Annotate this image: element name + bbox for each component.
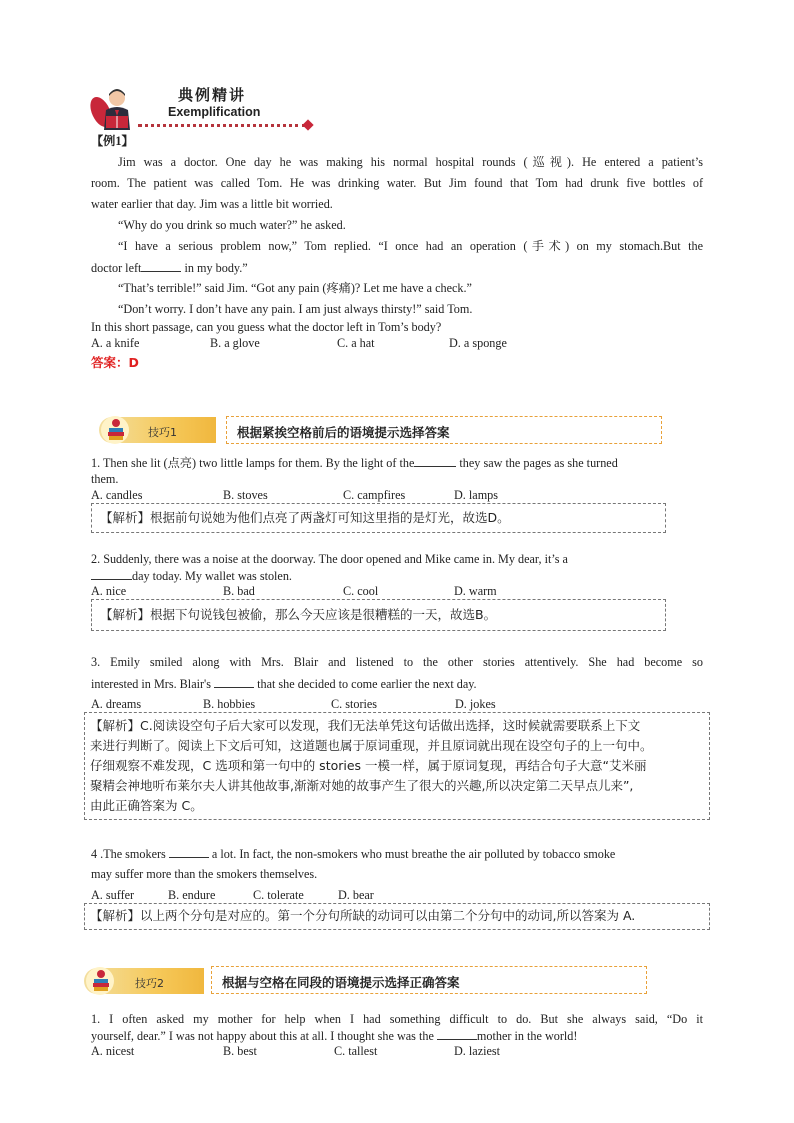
- answer-blank: [169, 846, 209, 858]
- teacher-reading-icon: [88, 86, 138, 132]
- example-label: 【例1】: [91, 134, 134, 148]
- books-icon: [106, 418, 126, 442]
- q2-line1: 2. Suddenly, there was a noise at the doorway. The door opened and Mike came in. My dear, it’s a: [91, 552, 568, 566]
- q5-option-b: B. best: [223, 1044, 257, 1058]
- q5-text-a: yourself, dear.” I was not happy about this at all. I thought she was the: [91, 1029, 434, 1043]
- answer-blank: [214, 676, 254, 688]
- tip1-label: 技巧1: [148, 426, 177, 439]
- q3-analysis-line5: 由此正确答案为 C。: [90, 798, 203, 813]
- example-para2: “Why do you drink so much water?” he asked.: [118, 218, 346, 232]
- q4-option-c: C. tolerate: [253, 888, 304, 902]
- example-para3-text-a: doctor left: [91, 261, 142, 275]
- q1-text-a: 1. Then she lit (点亮) two little lamps for them. By the light of the: [91, 456, 415, 470]
- q4-option-d: D. bear: [338, 888, 374, 902]
- q2-option-d: D. warm: [454, 584, 497, 598]
- q3-option-d: D. jokes: [455, 697, 496, 711]
- tip1-title: 根据紧挨空格前后的语境提示选择答案: [237, 425, 450, 440]
- q3-text-b: that she decided to come earlier the next day.: [254, 677, 477, 691]
- tip2-title: 根据与空格在同段的语境提示选择正确答案: [222, 975, 460, 990]
- q3-analysis-line4: 聚精会神地听布莱尔夫人讲其他故事,渐渐对她的故事产生了很大的兴趣,所以决定第二天早点儿来”,: [90, 778, 634, 793]
- answer-blank: [437, 1028, 477, 1040]
- q5-text-b: mother in the world!: [476, 1029, 578, 1043]
- diamond-icon: [302, 119, 313, 130]
- answer-blank: [141, 260, 181, 272]
- example-para1-line2: room. The patient was called Tom. He was drinking water. But Jim found that Tom had drunk five bottles of: [91, 176, 703, 190]
- q3-option-b: B. hobbies: [203, 697, 256, 711]
- q1-option-d: D. lamps: [454, 488, 499, 502]
- q4-text-a: 4 .The smokers: [91, 847, 166, 861]
- q3-analysis-line2: 来进行判断了。阅读上下文后可知，这道题也属于原词重现，并且原词就出现在设空句子的上一句中。: [90, 738, 653, 753]
- q5-line2: [91, 1028, 577, 1044]
- q4-option-b: B. endure: [168, 888, 216, 902]
- q3-line2: [91, 676, 477, 692]
- example-para3-line1: “I have a serious problem now,” Tom replied. “I once had an operation (手术) on my stomach.But the: [118, 239, 703, 253]
- q2-option-c: C. cool: [343, 584, 379, 598]
- q1-option-c: C. campfires: [343, 488, 406, 502]
- example-para5: “Don’t worry. I don’t have any pain. I am just always thirsty!” said Tom.: [118, 302, 473, 316]
- example-para1-line3: water earlier that day. Jim was a little bit worried.: [91, 197, 333, 211]
- example-option-b: B. a glove: [210, 336, 260, 350]
- example-para3-text-b: in my body.”: [181, 261, 248, 275]
- answer-blank: [414, 455, 456, 467]
- q2-option-b: B. bad: [223, 584, 255, 598]
- q1-line1: [91, 455, 618, 471]
- q2-option-a: A. nice: [91, 584, 127, 598]
- q1-option-a: A. candles: [91, 488, 143, 502]
- q4-option-a: A. suffer: [91, 888, 135, 902]
- q3-option-a: A. dreams: [91, 697, 142, 711]
- answer-blank: [91, 568, 132, 580]
- q1-text-b: they saw the pages as she turned: [456, 456, 618, 470]
- example-option-d: D. a sponge: [449, 336, 507, 350]
- q5-option-c: C. tallest: [334, 1044, 378, 1058]
- q1-analysis: 【解析】根据前句说她为他们点亮了两盏灯可知这里指的是灯光，故选D。: [100, 510, 510, 525]
- q5-option-a: A. nicest: [91, 1044, 135, 1058]
- example-option-a: A. a knife: [91, 336, 140, 350]
- example-answer: 答案：D: [91, 355, 139, 370]
- q4-analysis: 【解析】以上两个分句是对应的。第一个分句所缺的动词可以由第二个分句中的动词,所以答案为 A.: [90, 908, 636, 923]
- example-option-c: C. a hat: [337, 336, 375, 350]
- header-title-cn: 典例精讲: [178, 86, 247, 104]
- q3-analysis-line1: 【解析】C.阅读设空句子后大家可以发现，我们无法单凭这句话做出选择，这时候就需要联系上下文: [90, 718, 641, 733]
- header-title-en: Exemplification: [168, 105, 261, 119]
- tip2-label: 技巧2: [135, 977, 164, 990]
- q3-analysis-line3: 仔细观察不难发现，C 选项和第一句中的 stories 一模一样，属于原词复现，再结合句子大意“艾米丽: [90, 758, 647, 773]
- q4-line1: [91, 846, 615, 862]
- q3-option-c: C. stories: [331, 697, 378, 711]
- q1-line2: them.: [91, 472, 119, 486]
- q5-line1: 1. I often asked my mother for help when I had something difficult to do. But she always said, “Do it: [91, 1012, 703, 1026]
- q2-analysis: 【解析】根据下句说钱包被偷，那么今天应该是很糟糕的一天，故选B。: [100, 607, 497, 622]
- q1-option-b: B. stoves: [223, 488, 268, 502]
- example-para4: “That’s terrible!” said Jim. “Got any pain (疼痛)? Let me have a check.”: [118, 281, 472, 295]
- q2-text: day today. My wallet was stolen.: [132, 569, 292, 583]
- q3-line1: 3. Emily smiled along with Mrs. Blair and listened to the other stories attentively. She had become so: [91, 655, 703, 669]
- books-icon: [91, 969, 111, 993]
- q2-line2: [91, 568, 292, 584]
- example-para1-line1: Jim was a doctor. One day he was making his normal hospital rounds (巡视). He entered a patient’s: [118, 155, 703, 169]
- example-question: In this short passage, can you guess what the doctor left in Tom’s body?: [91, 320, 442, 334]
- example-para3-line2: [91, 260, 248, 276]
- q5-option-d: D. laziest: [454, 1044, 501, 1058]
- q4-text-b: a lot. In fact, the non-smokers who must breathe the air polluted by tobacco smoke: [208, 847, 616, 861]
- q3-text-a: interested in Mrs. Blair's: [91, 677, 211, 691]
- header-dotted-line: [138, 124, 306, 127]
- q4-line2: may suffer more than the smokers themselves.: [91, 867, 318, 881]
